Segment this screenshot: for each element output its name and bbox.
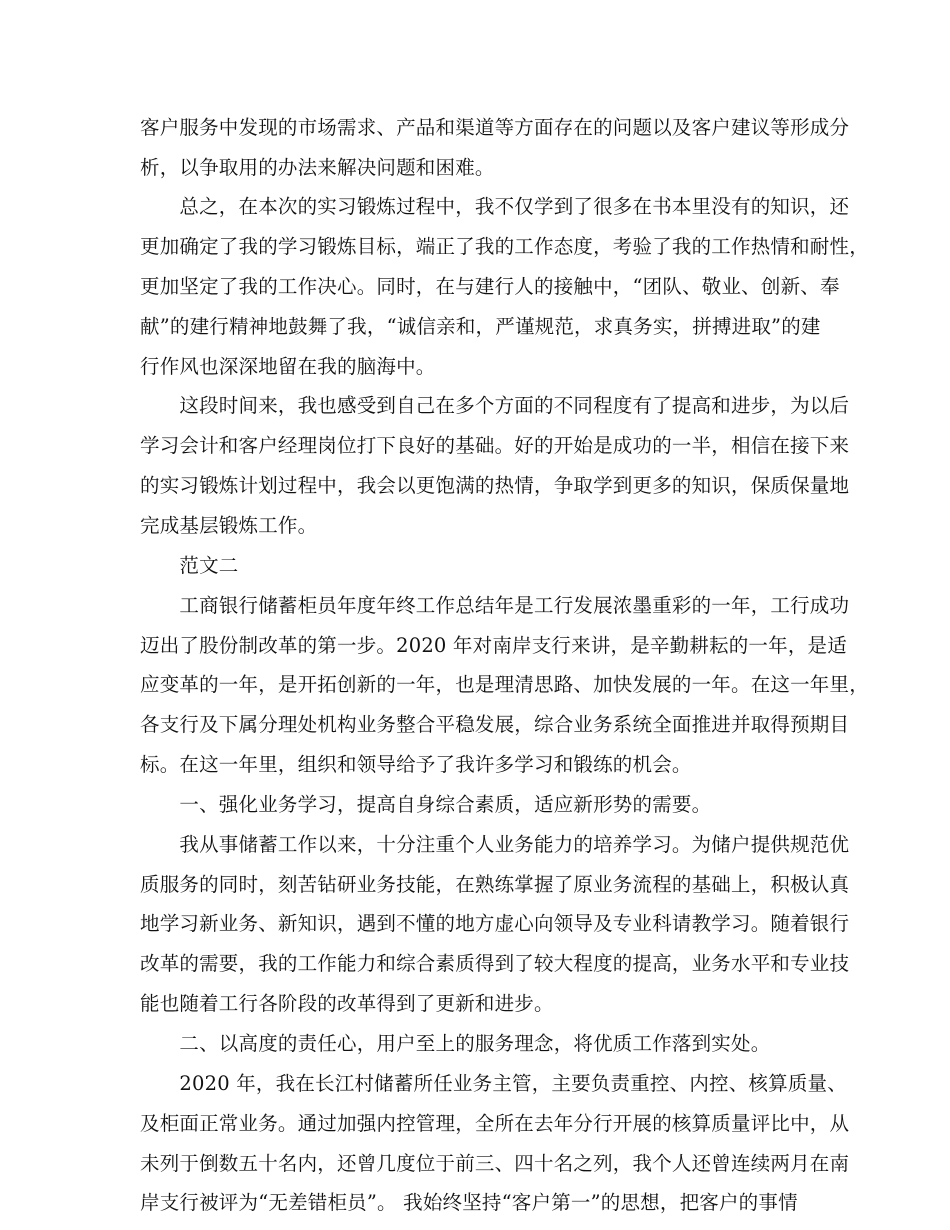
text-line: 完成基层锻炼工作。 <box>140 514 318 537</box>
text-line: 工商银行储蓄柜员年度年终工作总结年是工行发展浓墨重彩的一年，工行成功 <box>140 594 850 617</box>
text-line: 这段时间来，我也感受到自己在多个方面的不同程度有了提高和进步，为以后 <box>140 394 850 417</box>
subheading-2: 二、以高度的责任心，用户至上的服务理念，将优质工作落到实处。 <box>140 1032 771 1055</box>
text-line: 析，以争取用的办法来解决问题和困难。 <box>140 156 495 179</box>
text-line: 行作风也深深地留在我的脑海中。 <box>140 355 436 378</box>
text-line: 献”的建行精神地鼓舞了我，“诚信亲和，严谨规范，求真务实，拼搏进取”的建 <box>140 315 821 338</box>
text-line: 的实习锻炼计划过程中，我会以更饱满的热情，争取学到更多的知识，保质保量地 <box>140 474 850 497</box>
text-line: 迈出了股份制改革的第一步。2020 年对南岸支行来讲，是辛勤耕耘的一年，是适 <box>140 634 847 657</box>
text-line: 应变革的一年，是开拓创新的一年，也是理清思路、加快发展的一年。在这一年里， <box>140 673 869 696</box>
text-line: 未列于倒数五十名内，还曾几度位于前三、四十名之列，我个人还曾连续两月在南 <box>140 1152 850 1175</box>
text-line: 能也随着工行各阶段的改革得到了更新和进步。 <box>140 992 554 1015</box>
section-heading: 范文二 <box>140 554 239 577</box>
text-line: 更加坚定了我的工作决心。同时，在与建行人的接触中，“团队、敬业、创新、奉 <box>140 275 840 298</box>
text-line: 2020 年，我在长江村储蓄所任业务主管，主要负责重控、内控、核算质量、 <box>140 1072 847 1095</box>
text-line: 各支行及下属分理处机构业务整合平稳发展，综合业务系统全面推进并取得预期目 <box>140 713 850 736</box>
text-line: 学习会计和客户经理岗位打下良好的基础。好的开始是成功的一半，相信在接下来 <box>140 434 850 457</box>
text-line: 总之，在本次的实习锻炼过程中，我不仅学到了很多在书本里没有的知识，还 <box>140 195 850 218</box>
text-line: 我从事储蓄工作以来，十分注重个人业务能力的培养学习。为储户提供规范优 <box>140 833 850 856</box>
text-line: 更加确定了我的学习锻炼目标，端正了我的工作态度，考验了我的工作热情和耐性， <box>140 235 869 258</box>
text-line: 质服务的同时，刻苦钻研业务技能，在熟练掌握了原业务流程的基础上，积极认真 <box>140 873 850 896</box>
subheading-1: 一、强化业务学习，提高自身综合素质，适应新形势的需要。 <box>140 793 712 816</box>
text-line: 地学习新业务、新知识，遇到不懂的地方虚心向领导及专业科请教学习。随着银行 <box>140 912 850 935</box>
text-line: 改革的需要，我的工作能力和综合素质得到了较大程度的提高，业务水平和专业技 <box>140 952 850 975</box>
text-line: 及柜面正常业务。通过加强内控管理，全所在去年分行开展的核算质量评比中，从 <box>140 1112 850 1135</box>
text-line: 岸支行被评为“无差错柜员”。 我始终坚持“客户第一”的思想，把客户的事情 <box>140 1191 798 1214</box>
text-line: 标。在这一年里，组织和领导给予了我许多学习和锻练的机会。 <box>140 753 692 776</box>
text-line: 客户服务中发现的市场需求、产品和渠道等方面存在的问题以及客户建议等形成分 <box>140 116 850 139</box>
